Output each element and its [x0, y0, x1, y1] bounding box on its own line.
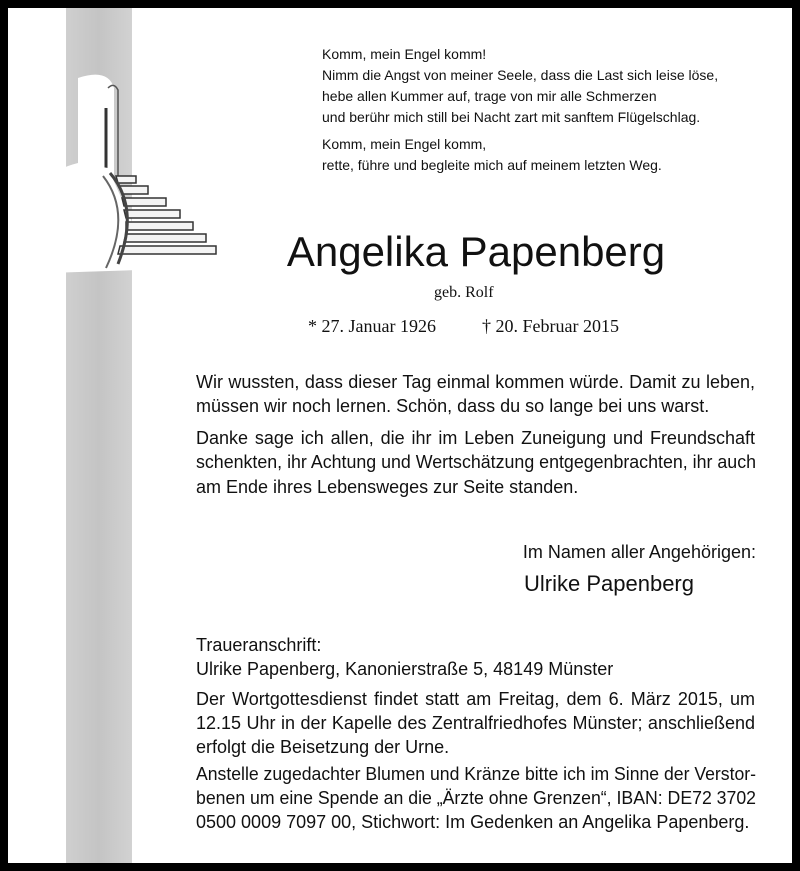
maiden-name: geb. Rolf: [434, 284, 494, 301]
service-line: 12.15 Uhr in der Kapelle des Zentralfriedhofes Münster; anschließend: [196, 713, 755, 733]
paragraph-line: Wir wussten, dass dieser Tag einmal kommen würde. Damit zu leben,: [196, 372, 755, 392]
service-line: erfolgt die Beisetzung der Urne.: [196, 737, 450, 757]
deceased-name: Angelika Papenberg: [286, 228, 666, 275]
donation-line: 0500 0009 7097 00, Stichwort: Im Gedenken an Angelika Papenberg.: [196, 812, 750, 832]
address: Ulrike Papenberg, Kanonierstraße 5, 48149 Münster: [196, 659, 614, 679]
poem-line: rette, führe und begleite mich auf meinem letzten Weg.: [322, 157, 662, 173]
poem-line: Komm, mein Engel komm,: [322, 136, 487, 152]
donation-line: Anstelle zugedachter Blumen und Kränze bitte ich im Sinne der Verstor-: [196, 764, 756, 784]
poem-line: Komm, mein Engel komm!: [322, 46, 487, 62]
signature-intro: Im Namen aller Angehörigen:: [522, 542, 756, 562]
address-label: Traueranschrift:: [196, 635, 322, 655]
poem-line: Nimm die Angst von meiner Seele, dass die Last sich leise löse,: [322, 67, 719, 83]
poem-line: hebe allen Kummer auf, trage von mir alle Schmerzen: [322, 88, 657, 104]
death-date: † 20. Februar 2015: [482, 316, 619, 336]
paragraph-line: Danke sage ich allen, die ihr im Leben Zuneigung und Freundschaft: [196, 428, 755, 448]
signature-name: Ulrike Papenberg: [524, 571, 694, 596]
obituary-page: [8, 8, 792, 863]
donation-line: benen um eine Spende an die „Ärzte ohne Grenzen“, IBAN: DE72 3702: [196, 788, 756, 808]
paragraph-line: schenkten, ihr Achtung und Wertschätzung entgegenbrachten, ihr auch: [196, 452, 756, 472]
paragraph-line: am Ende ihres Lebensweges zur Seite standen.: [196, 477, 579, 497]
poem-line: und berühr mich still bei Nacht zart mit sanftem Flügelschlag.: [322, 109, 701, 125]
birth-date: * 27. Januar 1926: [308, 316, 436, 336]
service-line: Der Wortgottesdienst findet statt am Freitag, dem 6. März 2015, um: [196, 689, 755, 709]
paragraph-line: müssen wir noch lernen. Schön, dass du so lange bei uns warst.: [196, 396, 710, 416]
